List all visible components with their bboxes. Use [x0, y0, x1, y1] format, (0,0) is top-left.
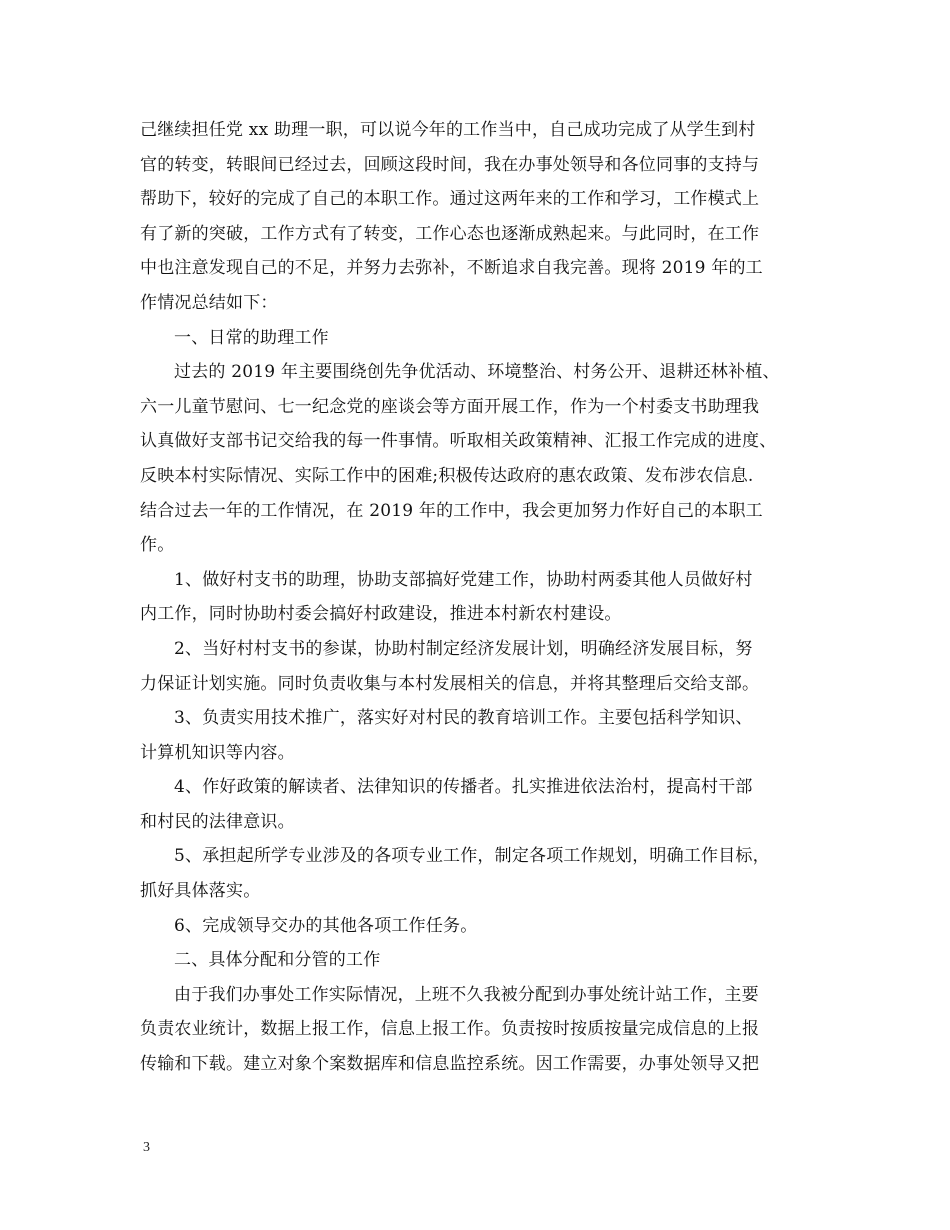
text-line: 结合过去一年的工作情况，在 2019 年的工作中，我会更加努力作好自己的本职工	[140, 500, 763, 521]
text-line: 过去的 2019 年主要围绕创先争优活动、环境整治、村务公开、退耕还林补植、	[174, 362, 780, 383]
text-line: 作情况总结如下：	[140, 292, 278, 313]
page-number: 3	[143, 1140, 150, 1155]
text-line: 4、作好政策的解读者、法律知识的传播者。扎实推进依法治村，提高村干部	[174, 777, 753, 798]
text-line: 传输和下载。建立对象个案数据库和信息监控系统。因工作需要，办事处领导又把	[140, 1054, 760, 1075]
text-line: 六一儿童节慰问、七一纪念党的座谈会等方面开展工作，作为一个村委支书助理我	[140, 396, 760, 417]
text-line: 帮助下，较好的完成了自己的本职工作。通过这两年来的工作和学习，工作模式上	[140, 189, 760, 210]
text-line: 己继续担任党 xx 助理一职，可以说今年的工作当中，自己成功完成了从学生到村	[140, 120, 756, 140]
text-line: 和村民的法律意识。	[140, 811, 295, 832]
text-line: 抓好具体落实。	[140, 881, 261, 902]
text-line: 负责农业统计，数据上报工作，信息上报工作。负责按时按质按量完成信息的上报	[140, 1019, 760, 1040]
text-line: 作。	[140, 535, 175, 556]
text-line: 6、完成领导交办的其他各项工作任务。	[174, 915, 478, 936]
text-line: 由于我们办事处工作实际情况，上班不久我被分配到办事处统计站工作，主要	[174, 984, 759, 1005]
text-line: 有了新的突破，工作方式有了转变，工作心态也逐渐成熟起来。与此同时，在工作	[140, 223, 760, 244]
text-line: 力保证计划实施。同时负责收集与本村发展相关的信息，并将其整理后交给支部。	[140, 673, 760, 694]
text-line: 5、承担起所学专业涉及的各项专业工作，制定各项工作规划，明确工作目标，	[174, 846, 770, 867]
text-line: 中也注意发现自己的不足，并努力去弥补，不断追求自我完善。现将 2019 年的工	[140, 258, 763, 279]
text-line: 2、当好村村支书的参谋，协助村制定经济发展计划，明确经济发展目标，努	[174, 638, 753, 659]
text-line: 计算机知识等内容。	[140, 742, 295, 763]
text-line: 官的转变，转眼间已经过去，回顾这段时间，我在办事处领导和各位同事的支持与	[140, 154, 760, 175]
text-line: 1、做好村支书的助理，协助支部搞好党建工作，协助村两委其他人员做好村	[174, 569, 753, 590]
document-body	[140, 113, 820, 1082]
text-line: 3、负责实用技术推广，落实好对村民的教育培训工作。主要包括科学知识、	[174, 708, 753, 729]
text-line: 二、具体分配和分管的工作	[174, 950, 381, 971]
text-line: 反映本村实际情况、实际工作中的困难;积极传达政府的惠农政策、发布涉农信息.	[140, 465, 754, 486]
text-line: 一、日常的助理工作	[174, 327, 329, 348]
text-line: 内工作，同时协助村委会搞好村政建设，推进本村新农村建设。	[140, 604, 622, 625]
text-line: 认真做好支部书记交给我的每一件事情。听取相关政策精神、汇报工作完成的进度、	[140, 431, 777, 452]
